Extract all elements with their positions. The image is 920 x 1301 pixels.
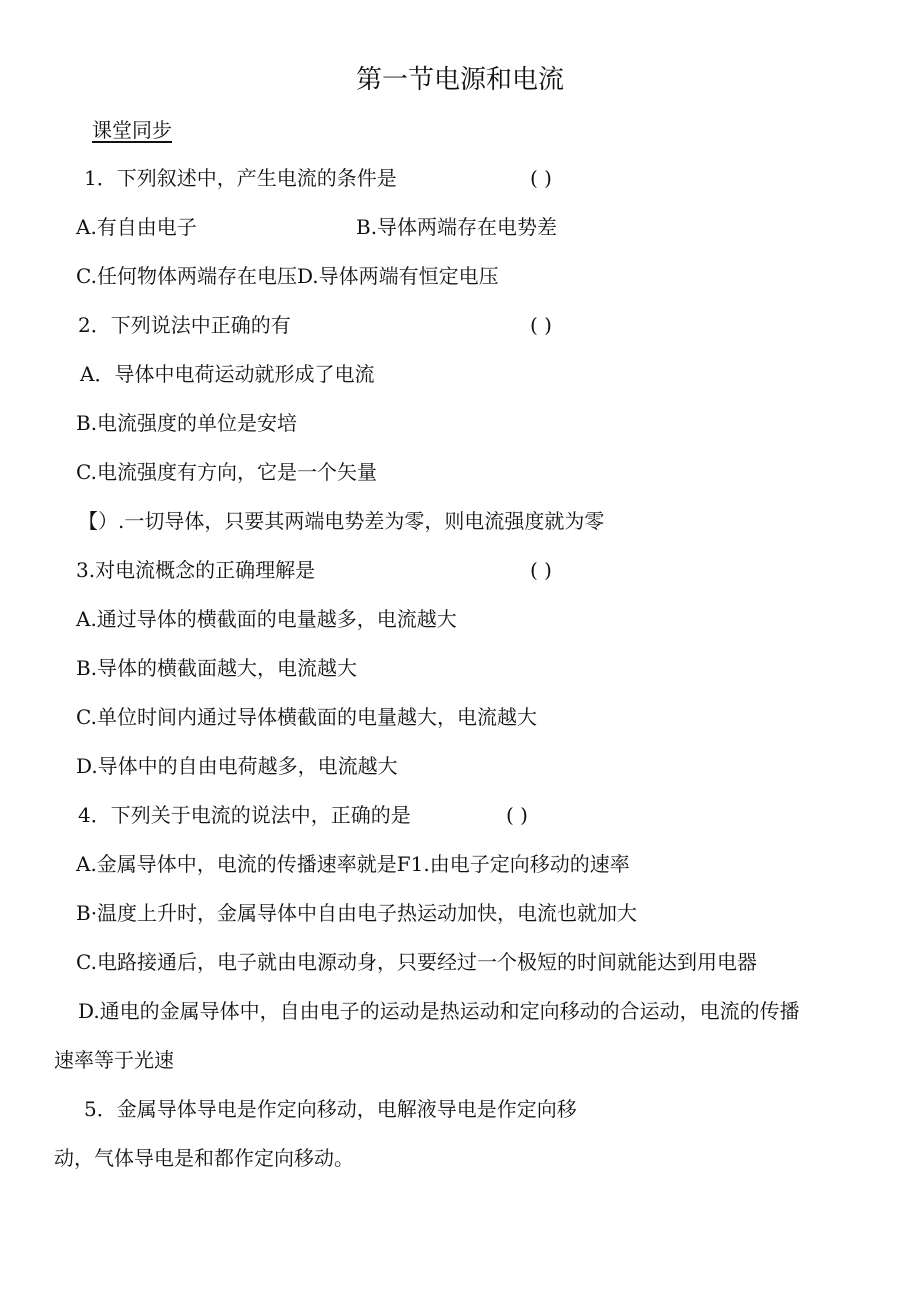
option-4-d-line-1: D.通电的金属导体中，自由电子的运动是热运动和定向移动的合运动，电流的传播 [78, 999, 800, 1023]
option-2-d: 【）.一切导体，只要其两端电势差为零，则电流强度就为零 [78, 509, 605, 533]
question-3: 3.对电流概念的正确理解是 [76, 558, 316, 582]
option-4-d-line-2: 速率等于光速 [54, 1048, 174, 1072]
answer-blank-3: ( ) [530, 558, 552, 582]
option-1-a: A.有自由电子 [76, 215, 197, 239]
option-4-b: B·温度上升时，金属导体中自由电子热运动加快，电流也就加大 [76, 901, 638, 925]
question-4: 4．下列关于电流的说法中，正确的是 [78, 803, 411, 827]
question-5-line-1: 5．金属导体导电是作定向移动，电解液导电是作定向移 [84, 1097, 577, 1121]
question-5-line-2: 动，气体导电是和都作定向移动。 [54, 1146, 354, 1170]
option-4-c: C.电路接通后，电子就由电源动身，只要经过一个极短的时间就能达到用电器 [76, 950, 757, 974]
answer-blank-2: ( ) [530, 313, 552, 337]
answer-blank-4: ( ) [506, 803, 528, 827]
option-1-b: B.导体两端存在电势差 [356, 215, 558, 239]
option-3-a: A.通过导体的横截面的电量越多，电流越大 [76, 607, 457, 631]
question-2: 2．下列说法中正确的有 [78, 313, 291, 337]
section-heading: 课堂同步 [92, 118, 172, 142]
option-2-c: C.电流强度有方向，它是一个矢量 [76, 460, 377, 484]
option-4-a: A.金属导体中，电流的传播速率就是F1.由电子定向移动的速率 [76, 852, 630, 876]
option-1-cd: C.任何物体两端存在电压D.导体两端有恒定电压 [76, 264, 499, 288]
option-3-c: C.单位时间内通过导体横截面的电量越大，电流越大 [76, 705, 537, 729]
option-3-d: D.导体中的自由电荷越多，电流越大 [76, 754, 398, 778]
question-1: 1．下列叙述中，产生电流的条件是 [84, 166, 397, 190]
page-title: 第一节电源和电流 [355, 65, 564, 95]
answer-blank-1: ( ) [530, 166, 552, 190]
option-3-b: B.导体的横截面越大，电流越大 [76, 656, 358, 680]
option-2-a: A．导体中电荷运动就形成了电流 [80, 362, 375, 386]
option-2-b: B.电流强度的单位是安培 [76, 411, 298, 435]
